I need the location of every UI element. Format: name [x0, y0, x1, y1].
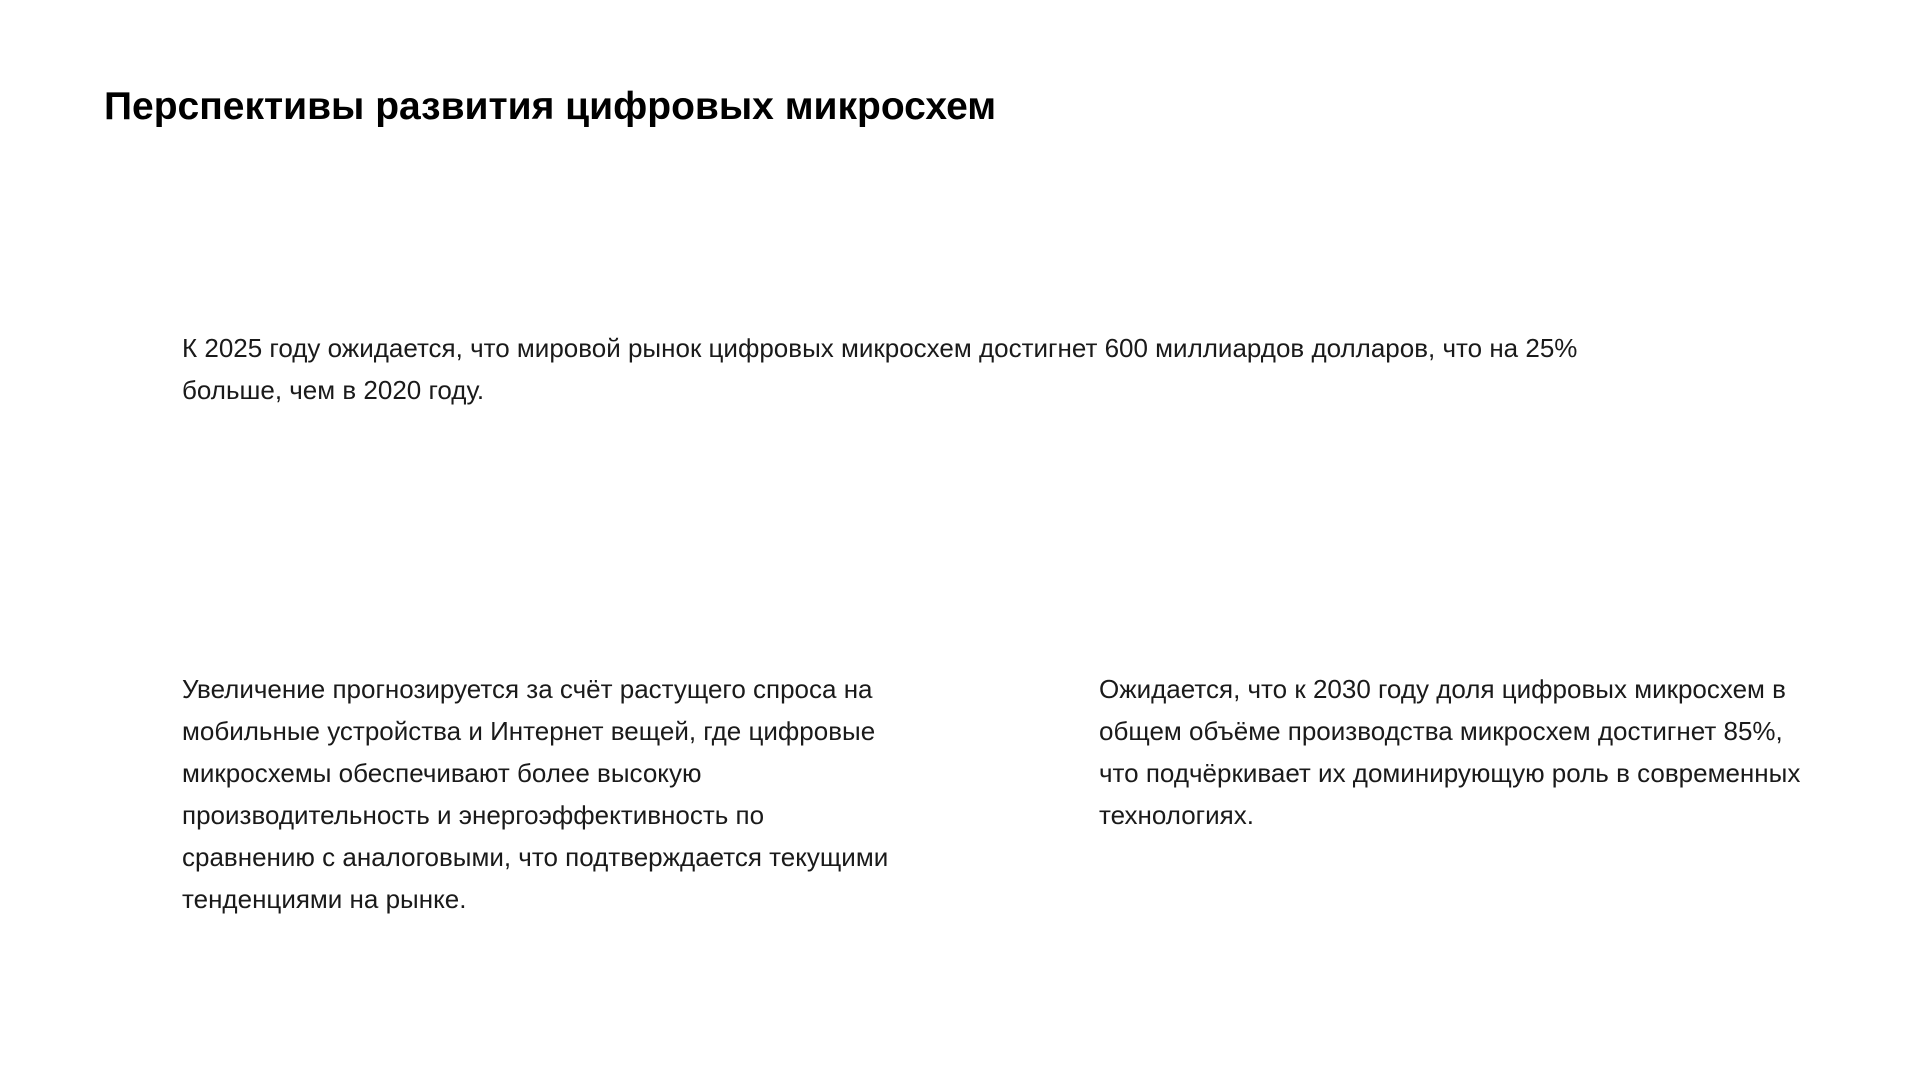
right-paragraph: Ожидается, что к 2030 году доля цифровых микросхем в общем объёме производства микросхем достигнет 85%, что подчёркивает их доминирующую роль в современных технологиях.: [1099, 674, 1801, 830]
slide-title: Перспективы развития цифровых микросхем: [104, 85, 997, 128]
intro-paragraph: К 2025 году ожидается, что мировой рынок цифровых микросхем достигнет 600 миллиардов долларов, что на 25% больше, чем в 2020 году.: [182, 333, 1578, 405]
left-paragraph: Увеличение прогнозируется за счёт растущего спроса на мобильные устройства и Интернет вещей, где цифровые микросхемы обеспечивают более высокую производительность и энергоэффективность по сравнению с аналоговыми, что подтверждается текущими тенденциями на рынке.: [182, 674, 889, 914]
